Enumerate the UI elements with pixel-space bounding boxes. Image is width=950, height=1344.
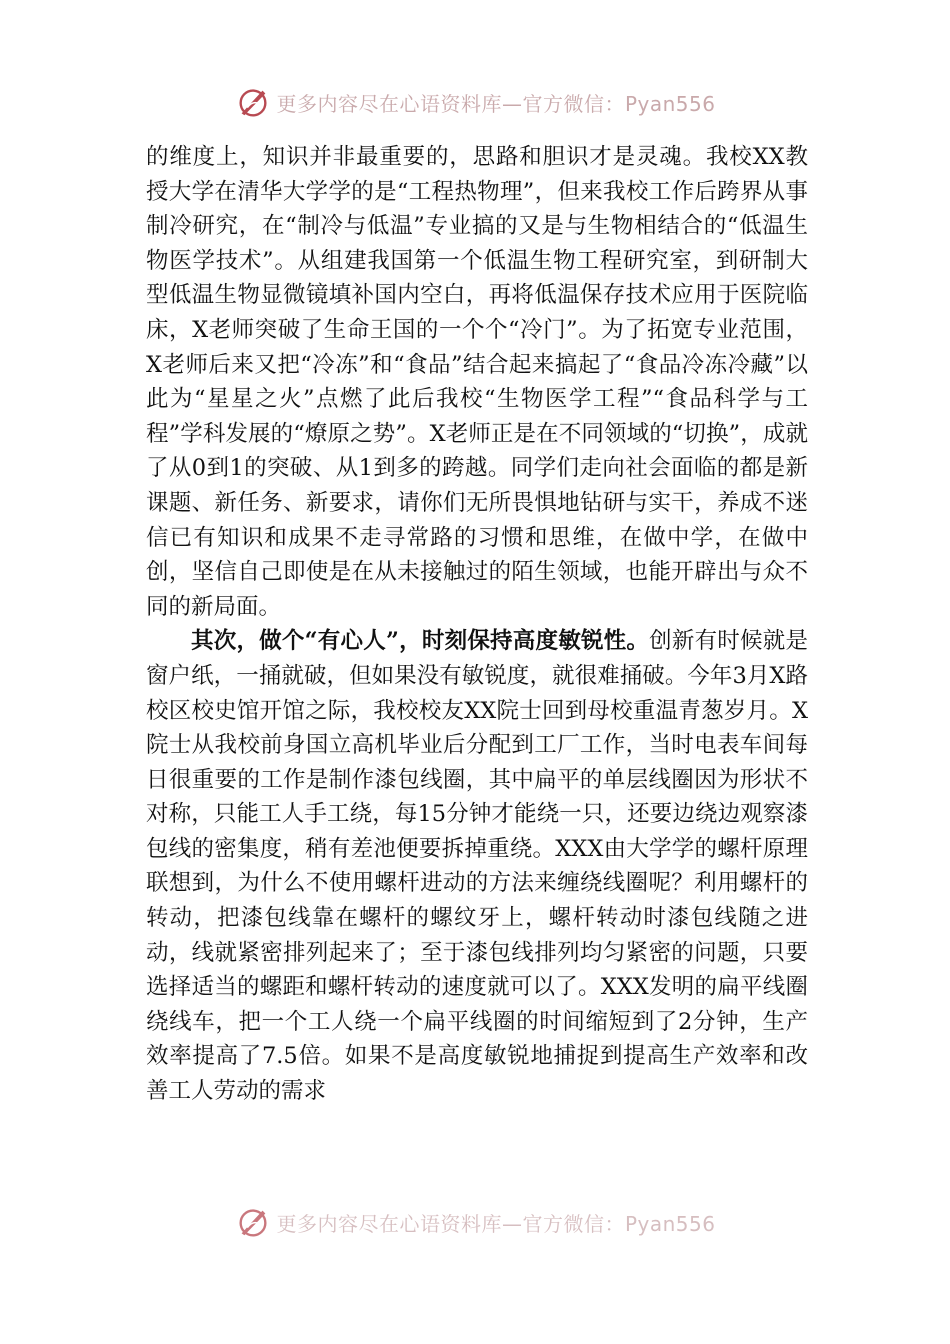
paragraph-2-text: 创新有时候就是窗户纸，一捅就破，但如果没有敏锐度，就很难捅破。今年3月X路校区校史馆开馆之际，我校校友XX院士回到母校重温青葱岁月。X院士从我校前身国立高机毕业后分配到工厂工作，当时电表车间每日很重要的工作是制作漆包线圈，其中扁平的单层线圈因为形状不对称，只能工人手工绕，每15分钟才能绕一只，还要边绕边观察漆包线的密集度，稍有差池便要拆掉重绕。XXX由大学学的螺杆原理联想到，为什么不使用螺杆进动的方法来缠绕线圈呢？利用螺杆的转动，把漆包线靠在螺杆的螺纹牙上，螺杆转动时漆包线随之进动，线就紧密排列起来了；至于漆包线排列均匀紧密的问题，只要选择适当的螺距和螺杆转动的速度就可以了。XXX发明的扁平线圈绕线车，把一个工人绕一个扁平线圈的时间缩短到了2分钟，生产效率提高了7.5倍。如果不是高度敏锐地捕捉到提高生产效率和改善工人劳动的需求 — [146, 628, 808, 1105]
paragraph-1: 的维度上，知识并非最重要的，思路和胆识才是灵魂。我校XX教授大学在清华大学学的是“工程热物理”，但来我校工作后跨界从事制冷研究，在“制冷与低温”专业搞的又是与生物相结合的“低温生物医学技术”。从组建我国第一个低温生物工程研究室，到研制大型低温生物显微镜填补国内空白，再将低温保存技术应用于医院临床，X老师突破了生命王国的一个个“冷门”。为了拓宽专业范围，X老师后来又把“冷冻”和“食品”结合起来搞起了“食品冷冻冷藏”以此为“星星之火”点燃了此后我校“生物医学工程”“食品科学与工程”学科发展的“燎原之势”。X老师正是在不同领域的“切换”，成就了从0到1的突破、从1到多的跨越。同学们走向社会面临的都是新课题、新任务、新要求，请你们无所畏惧地钻研与实干，养成不迷信已有知识和成果不走寻常路的习惯和思维，在做中学，在做中创，坚信自己即使是在从未接触过的陌生领域，也能开辟出与众不同的新局面。 — [146, 144, 808, 620]
footer-watermark-banner — [0, 1202, 950, 1242]
pen-logo-icon — [234, 1203, 272, 1241]
document-body — [146, 140, 808, 1109]
pen-logo-icon — [234, 83, 272, 121]
header-watermark-banner — [0, 82, 950, 122]
header-watermark-text: 更多内容尽在心语资料库—官方微信：Pyan556 — [276, 91, 716, 116]
footer-watermark-text: 更多内容尽在心语资料库—官方微信：Pyan556 — [276, 1211, 716, 1236]
paragraph-2-lead: 其次，做个“有心人”，时刻保持高度敏锐性。 — [191, 628, 650, 655]
paragraph-2 — [146, 624, 808, 1108]
